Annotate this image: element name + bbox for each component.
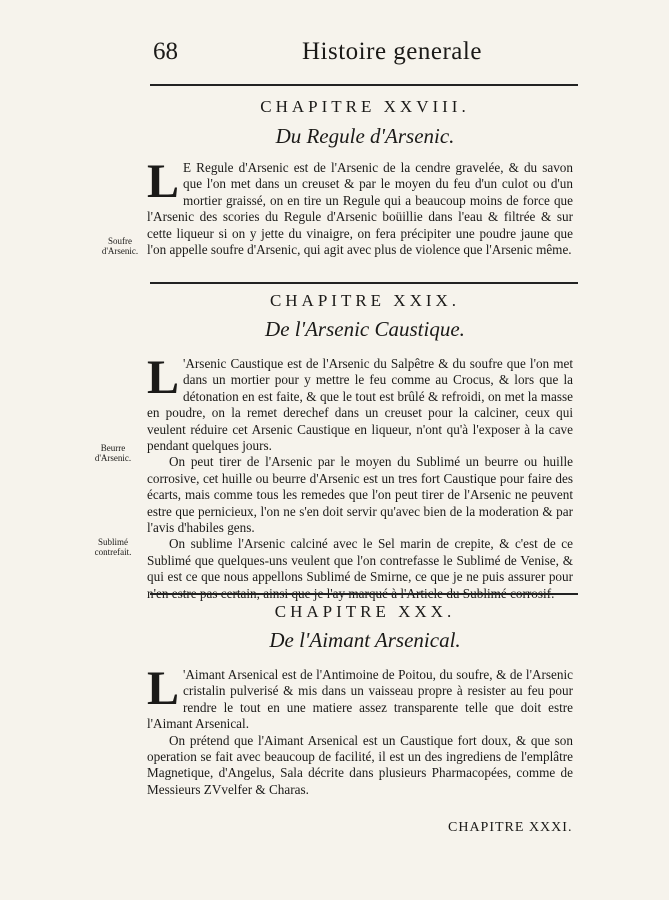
running-title: Histoire generale: [302, 38, 482, 65]
chapter-28-subtitle: Du Regule d'Arsenic.: [275, 124, 455, 148]
chapter-29-title: CHAPITRE XXIX.: [269, 291, 461, 310]
chapter-30-paragraph-2: On prétend que l'Aimant Arsenical est un Caustique fort doux, & que son operation se fait avec beaucoup de facilité, il est un des ingrediens de l'emplâtre Magnetique, d'Angelus, Sala décrite dans plusieurs Pharmacopées, comme de Messieurs ZVvelfer & Charas.: [147, 732, 573, 797]
chapter-30-title: CHAPITRE XXX.: [274, 602, 456, 621]
chapter-28-title: CHAPITRE XXVIII.: [260, 97, 470, 116]
chapter-28-body: [147, 155, 573, 258]
margin-note-soufre: Soufre d'Arsenic.: [101, 236, 139, 256]
chapter-30-dropcap: L: [147, 662, 180, 715]
chapter-28-paragraph-1: E Regule d'Arsenic est de l'Arsenic de la cendre gravelée, & du savon que l'on met dans un creuset & par le moyen du feu d'un culot ou d'un mortier graissé, on en tire un Regule qui a beaucoup moins de force que l'Arsenic des scories du Regule d'Arsenic boüillie dans l'eau & filtrée & sur cette liqueur si on y jette du vinaigre, on fera précipiter une poudre jaune que l'on appelle soufre d'Arsenic, qui agit avec plus de violence que l'Arsenic même.: [147, 160, 573, 258]
page-number: 68: [153, 38, 178, 65]
chapter-29-paragraph-3: On sublime l'Arsenic calciné avec le Sel marin de crepite, & c'est de ce Sublimé que quelques-uns veulent que l'on contrefasse le Sublimé de Venise, & qui est ce que nous appellons Sublimé de Smirne, ce que je ne puis assurer pour n'en estre pas certain, ainsi que je l'ay marqué à l'Article du Sublimé corrosif.: [147, 536, 573, 601]
chapter-30-subtitle: De l'Aimant Arsenical.: [269, 628, 461, 652]
section-rule-2: [150, 593, 578, 595]
chapter-29-paragraph-2: On peut tirer de l'Arsenic par le moyen du Sublimé un beurre ou huille corrosive, cet huille ou beurre d'Arsenic est un tres fort Caustique pour faire des écarts, mais comme tous les remedes que l'on peut tirer de l'Arsenic ne peuvent estre que pernicieux, l'on ne s'en doit servir qu'avec bien de la moderation & par l'avis d'habiles gens.: [147, 454, 573, 536]
chapter-29-body: [147, 351, 573, 602]
chapter-29-dropcap: L: [147, 351, 180, 404]
section-rule-1: [150, 282, 578, 284]
margin-note-beurre: Beurre d'Arsenic.: [94, 443, 132, 463]
chapter-30-paragraph-1: 'Aimant Arsenical est de l'Antimoine de Poitou, du soufre, & de l'Arsenic cristalin pulverisé & mis dans un vaisseau propre à resister au feu pour rendre le tout en une matiere assez transparente telle que doit estre l'Aimant Arsenical.: [147, 667, 573, 732]
chapter-28-dropcap: L: [147, 155, 180, 208]
chapter-30-body: [147, 662, 573, 798]
chapter-29-subtitle: De l'Arsenic Caustique.: [265, 317, 465, 341]
chapter-29-paragraph-1: 'Arsenic Caustique est de l'Arsenic du Salpêtre & du soufre que l'on met dans un mortier pour y mettre le feu comme au Crocus, & lors que la détonation en est faite, & que le tout est brûlé & refroidi, on met la masse en poudre, on la remet derechef dans un creuset pour la calciner, ceux qui veulent réduire cet Arsenic Caustique en liqueur, n'ont qu'à l'exposer à la cave pendant quelques jours.: [147, 356, 573, 454]
catchword: CHAPITRE XXXI.: [448, 820, 573, 835]
margin-note-sublime: Sublimé contrefait.: [94, 537, 132, 557]
header-rule: [150, 84, 578, 86]
